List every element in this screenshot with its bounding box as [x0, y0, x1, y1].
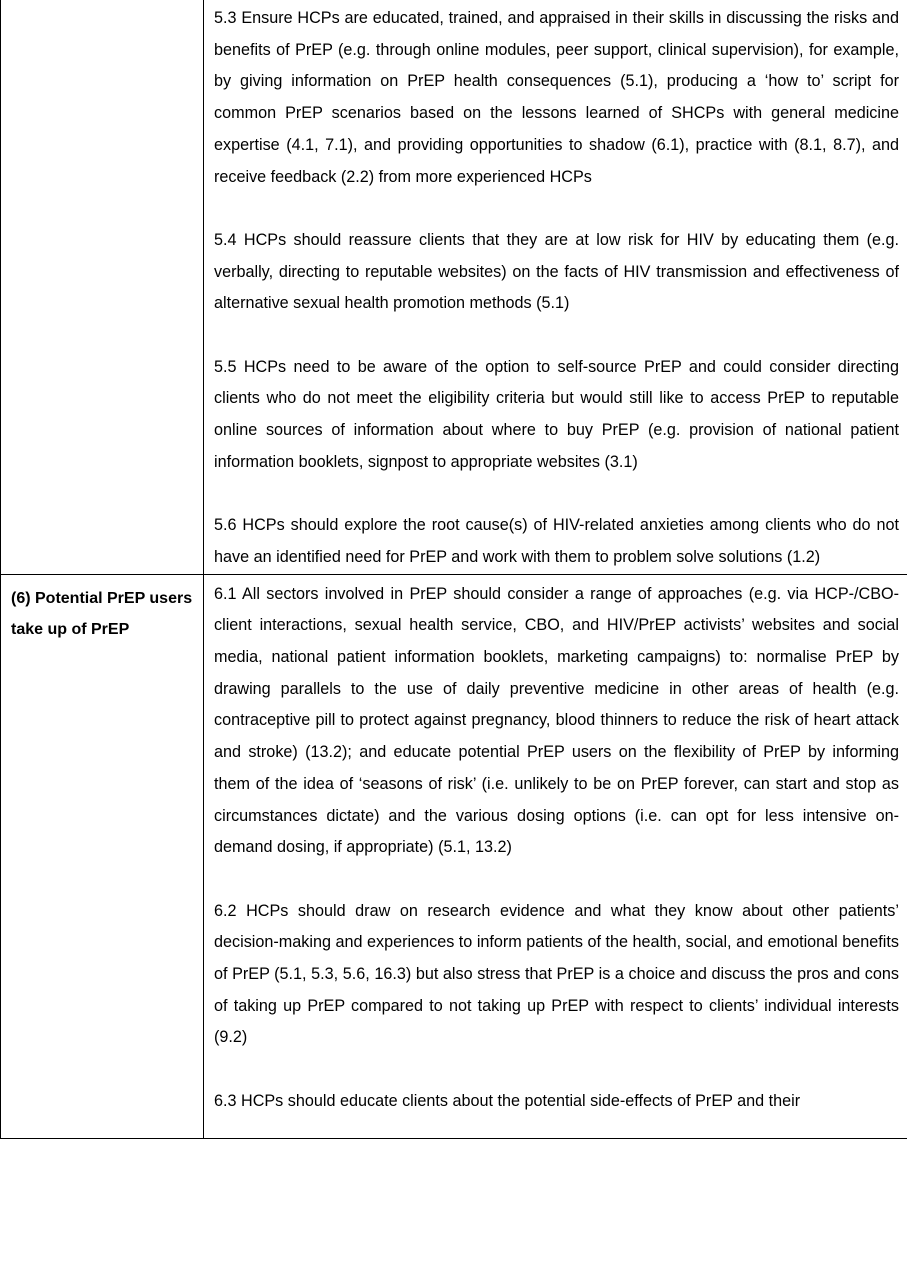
recommendation-6-1: 6.1 All sectors involved in PrEP should consider a range of approaches (e.g. via HCP-/CBO-client interactions, sexual health service, CBO, and HIV/PrEP activists’ websites and social media, national patient information booklets, marketing campaigns) to: normalise PrEP by drawing parallels to the use of daily preventive medicine in other areas of health (e.g. contraceptive pill to protect against pregnancy, blood thinners to reduce the risk of heart attack and stroke) (13.2); and educate potential PrEP users on the flexibility of PrEP by informing them of the idea of ‘seasons of risk’ (i.e. unlikely to be on PrEP forever, can start and stop as circumstances dictate) and the various dosing options (i.e. can opt for less intensive on-demand dosing, if appropriate) (5.1, 13.2) — [214, 584, 899, 857]
recommendation-6-3: 6.3 HCPs should educate clients about the potential side-effects of PrEP and their — [214, 1091, 801, 1110]
recommendation-5-6: 5.6 HCPs should explore the root cause(s) of HIV-related anxieties among clients who do not have an identified need for PrEP and work with them to problem solve solutions (1.2) — [214, 516, 899, 566]
table-row — [1, 0, 907, 574]
recommendation-5-4: 5.4 HCPs should reassure clients that they are at low risk for HIV by educating them (e.g. verbally, directing to reputable websites) on the facts of HIV transmission and effectiveness of alternative sexual health promotion methods (5.1) — [214, 230, 899, 313]
recommendation-5-3: 5.3 Ensure HCPs are educated, trained, and appraised in their skills in discussing the risks and benefits of PrEP (e.g. through online modules, peer support, clinical supervision), for example, by giving information on PrEP health consequences (5.1), producing a ‘how to’ script for common PrEP scenarios based on the lessons learned of SHCPs with general medicine expertise (4.1, 7.1), and providing opportunities to shadow (6.1), practice with (8.1, 8.7), and receive feedback (2.2) from more experienced HCPs — [214, 9, 899, 186]
section-label — [1, 0, 203, 7]
section-label-cell — [1, 574, 204, 1138]
recommendation-5-5: 5.5 HCPs need to be aware of the option to self-source PrEP and could consider directing clients who do not meet the eligibility criteria but would still like to access PrEP to reputable online sources of information about where to buy PrEP (e.g. provision of national patient information booklets, signpost to appropriate websites (3.1) — [214, 357, 899, 471]
recommendations-cell — [204, 574, 907, 1138]
recommendations-cell — [204, 0, 907, 574]
table-row — [1, 574, 907, 1138]
section-label-cell — [1, 0, 204, 574]
recommendation-6-2: 6.2 HCPs should draw on research evidence and what they know about other patients’ decision-making and experiences to inform patients of the health, social, and emotional benefits of PrEP (5.1, 5.3, 5.6, 16.3) but also stress that PrEP is a choice and discuss the pros and cons of taking up PrEP compared to not taking up PrEP with respect to clients’ individual interests (9.2) — [214, 901, 899, 1047]
section-label: (6) Potential PrEP users take up of PrEP — [11, 589, 193, 639]
